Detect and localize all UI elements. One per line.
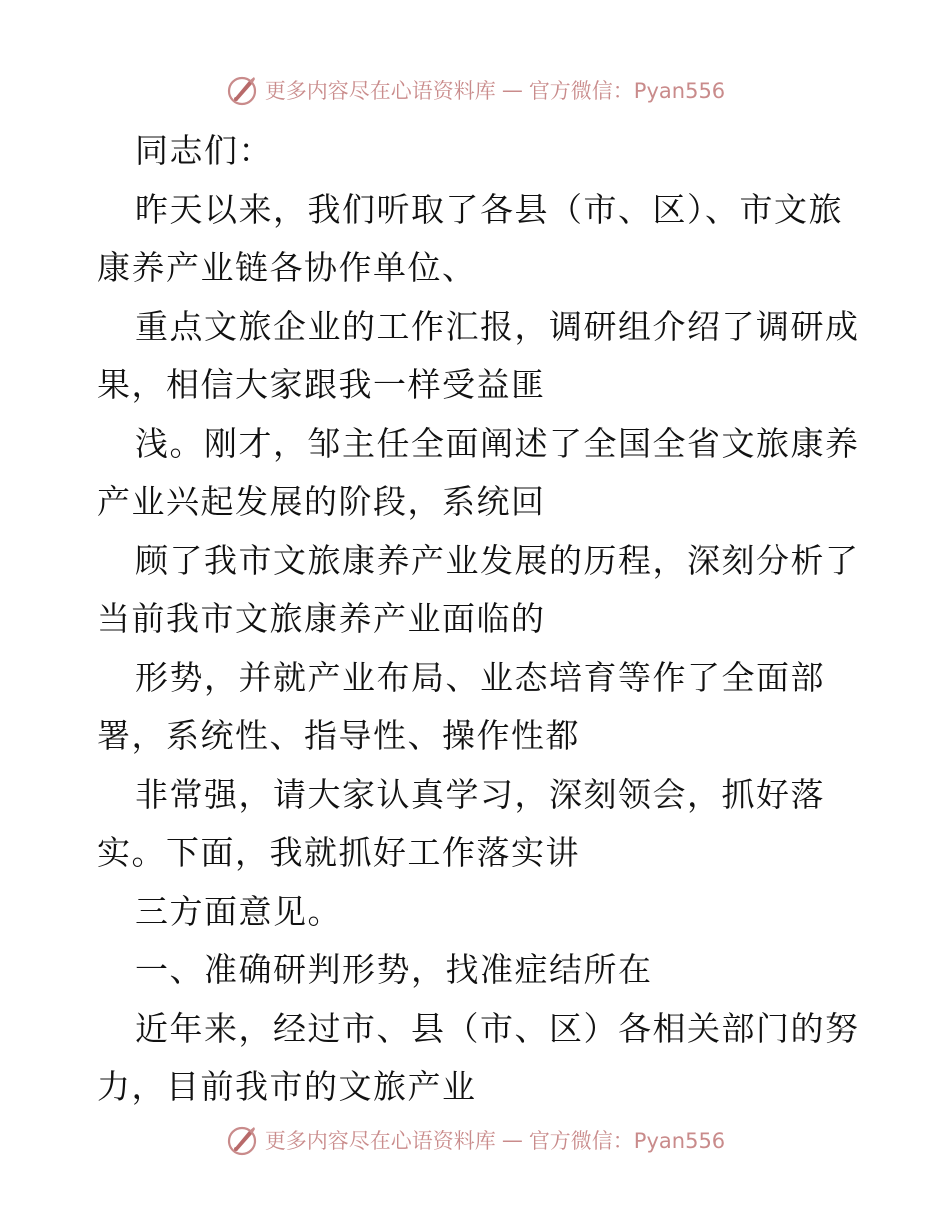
quill-pen-logo-icon	[225, 73, 259, 107]
watermark-contact: 官方微信：Pyan556	[528, 1129, 726, 1153]
body-line: 重点文旅企业的工作汇报，调研组介绍了调研成	[135, 306, 860, 346]
body-line: 产业兴起发展的阶段，系统回	[97, 482, 546, 521]
body-line: 三方面意见。	[135, 891, 342, 931]
body-line: 力，目前我市的文旅产业	[97, 1067, 477, 1106]
body-line: 昨天以来，我们听取了各县（市、区）、市文旅	[135, 189, 843, 229]
body-line: 形势，并就产业布局、业态培育等作了全面部	[135, 657, 825, 697]
body-line: 果，相信大家跟我一样受益匪	[97, 365, 546, 404]
watermark-contact: 官方微信：Pyan556	[528, 79, 726, 103]
body-line: 非常强，请大家认真学习，深刻领会，抓好落	[135, 774, 825, 814]
watermark-brand: 更多内容尽在心语资料库	[264, 79, 496, 103]
watermark-brand: 更多内容尽在心语资料库	[264, 1129, 496, 1153]
section-heading: 一、准确研判形势，找准症结所在	[135, 950, 653, 989]
header-watermark	[0, 70, 950, 110]
document-body	[97, 122, 860, 1117]
body-line: 当前我市文旅康养产业面临的	[97, 599, 546, 638]
watermark-separator: —	[501, 78, 523, 102]
body-line: 顾了我市文旅康养产业发展的历程，深刻分析了	[135, 540, 860, 580]
body-line: 康养产业链各协作单位、	[97, 248, 477, 287]
quill-pen-logo-icon	[225, 1123, 259, 1157]
body-line: 实。下面，我就抓好工作落实讲	[97, 833, 580, 872]
watermark-separator: —	[501, 1128, 523, 1152]
body-line: 署，系统性、指导性、操作性都	[97, 716, 580, 755]
footer-watermark	[0, 1120, 950, 1160]
body-line: 浅。刚才，邹主任全面阐述了全国全省文旅康养	[135, 423, 860, 463]
body-line: 近年来，经过市、县（市、区）各相关部门的努	[135, 1008, 860, 1048]
salutation: 同志们：	[135, 131, 273, 170]
